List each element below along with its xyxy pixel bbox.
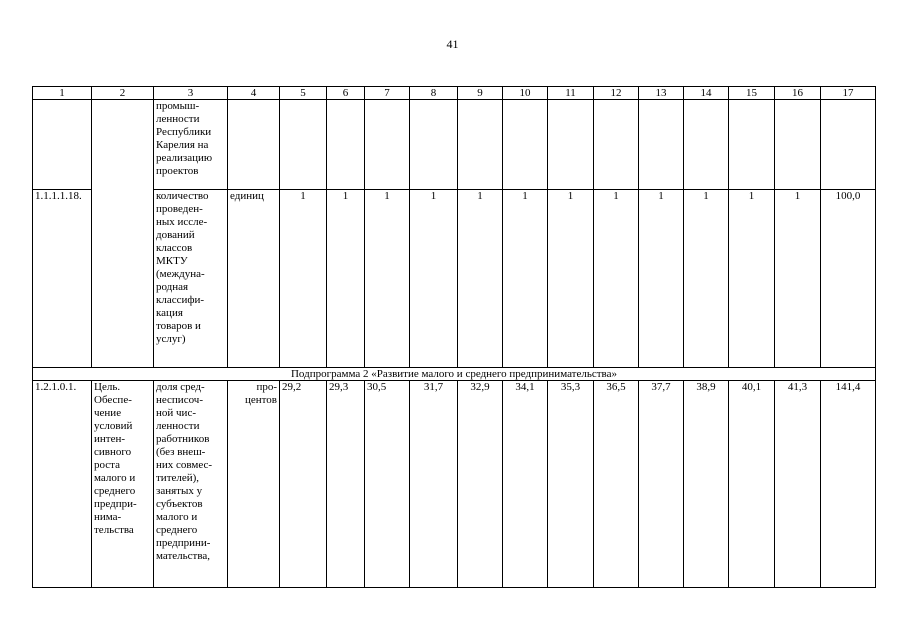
value-cell: 29,3: [327, 381, 365, 588]
header-cell: 10: [503, 87, 548, 100]
header-cell: 8: [410, 87, 458, 100]
page-number: 41: [446, 37, 459, 51]
header-cell: 11: [548, 87, 594, 100]
ratio-cell: 100,0: [821, 190, 876, 368]
value-cell: 1: [548, 190, 594, 368]
indicators-table: [32, 86, 876, 588]
value-cell: 1: [729, 190, 775, 368]
header-cell: 15: [729, 87, 775, 100]
code-cell: [33, 100, 92, 190]
indicator-cell: промыш- ленности Республики Карелия на реализацию проектов: [154, 100, 228, 190]
value-cell: 31,7: [410, 381, 458, 588]
value-cell: 1: [594, 190, 639, 368]
row-code: 1.1.1.1.18.: [33, 190, 92, 368]
header-cell: 9: [458, 87, 503, 100]
header-cell: 16: [775, 87, 821, 100]
indicator-cell: доля сред- несписоч- ной чис- ленности работников (без внеш- них совмес- тителей), занятых у субъектов малого и среднего предприни- мательства,: [154, 381, 228, 588]
header-cell: 5: [280, 87, 327, 100]
value-cell: 29,2: [280, 381, 327, 588]
value-cell: 1: [365, 190, 410, 368]
header-cell: 4: [228, 87, 280, 100]
goal-cell: [92, 100, 154, 368]
unit-cell: единиц: [228, 190, 280, 368]
header-cell: 6: [327, 87, 365, 100]
table-row: [33, 100, 876, 190]
value-cell: 41,3: [775, 381, 821, 588]
value-cell: 36,5: [594, 381, 639, 588]
value-cell: 1: [458, 190, 503, 368]
table-row: [33, 381, 876, 588]
value-cell: 1: [503, 190, 548, 368]
header-row: [33, 87, 876, 100]
value-cell: 1: [327, 190, 365, 368]
value-cell: 38,9: [684, 381, 729, 588]
value-cell: 40,1: [729, 381, 775, 588]
value-cell: 30,5: [365, 381, 410, 588]
goal-cell: Цель. Обеспе- чение условий интен- сивного роста малого и среднего предпри- нима- тельства: [92, 381, 154, 588]
value-cell: 1: [684, 190, 729, 368]
value-cell: 34,1: [503, 381, 548, 588]
unit-cell: про- центов: [228, 381, 280, 588]
header-cell: 2: [92, 87, 154, 100]
subprogram-row: [33, 368, 876, 381]
header-cell: 12: [594, 87, 639, 100]
row-code: 1.2.1.0.1.: [33, 381, 92, 588]
value-cell: 1: [410, 190, 458, 368]
value-cell: 1: [775, 190, 821, 368]
value-cell: 32,9: [458, 381, 503, 588]
value-cell: 35,3: [548, 381, 594, 588]
value-cell: 37,7: [639, 381, 684, 588]
header-cell: 7: [365, 87, 410, 100]
header-cell: 14: [684, 87, 729, 100]
value-cell: 1: [280, 190, 327, 368]
table-row: [33, 190, 876, 368]
header-cell: 1: [33, 87, 92, 100]
header-cell: 3: [154, 87, 228, 100]
header-cell: 17: [821, 87, 876, 100]
subprogram-title: Подпрограмма 2 «Развитие малого и среднего предпринимательства»: [33, 368, 876, 381]
value-cell: 1: [639, 190, 684, 368]
header-cell: 13: [639, 87, 684, 100]
indicator-cell: количество проведен- ных иссле- дований классов МКТУ (междуна- родная классифи- кация товаров и услуг): [154, 190, 228, 368]
ratio-cell: 141,4: [821, 381, 876, 588]
